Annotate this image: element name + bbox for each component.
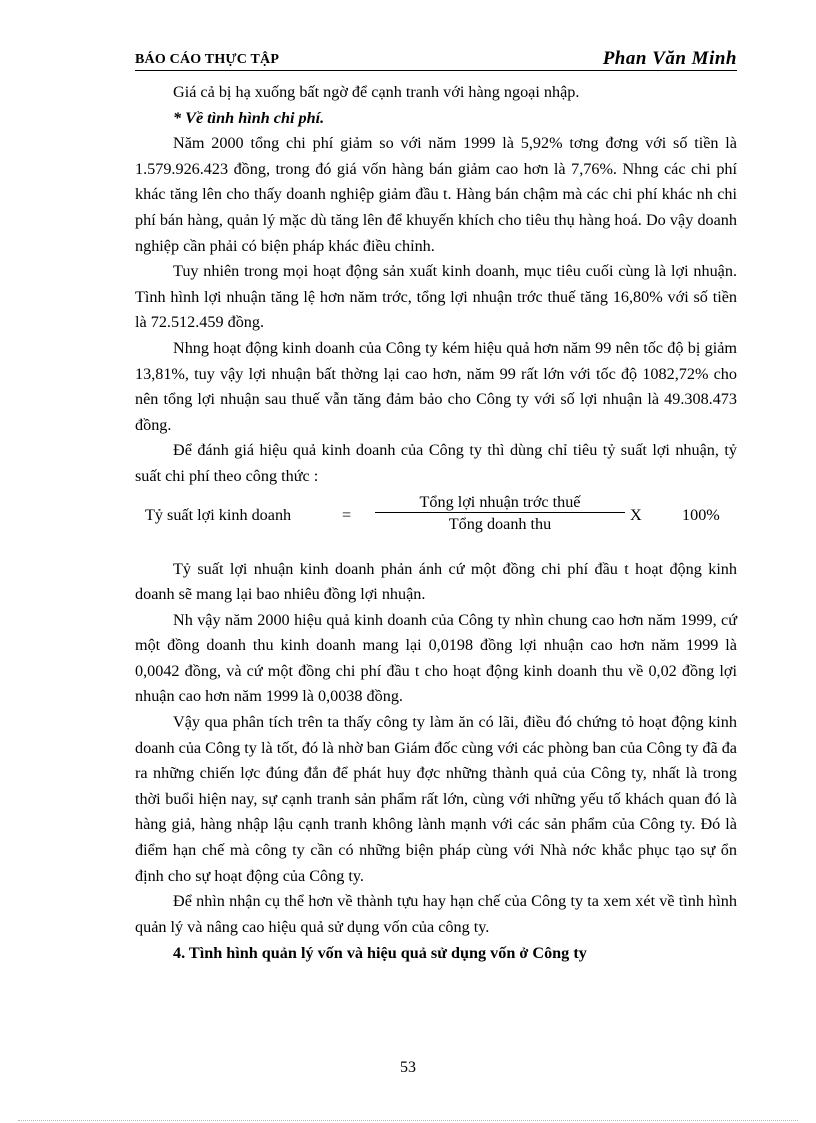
paragraph: Tỷ suất lợi nhuận kinh doanh phản ánh cứ một đồng chi phí đầu t hoạt động kinh doanh sẽ mang lại bao nhiêu đồng lợi nhuận. [135, 559, 737, 604]
document-body [135, 80, 737, 967]
formula-fraction [375, 492, 625, 535]
page-bottom-divider [18, 1120, 798, 1121]
page-header [135, 50, 737, 71]
paragraph: Nh vậy năm 2000 hiệu quả kinh doanh của Công ty nhìn chung cao hơn năm 1999, cứ một đồng doanh thu kinh doanh mang lại 0,0198 đồng lợi nhuận cao hơn năm 1999 là 0,0042 đồng, và cứ một đồng chi phí đầu t cho hoạt động kinh doanh thu về 0,02 đồng lợi nhuận cao hơn năm 1999 là 0,0038 đồng. [135, 610, 737, 706]
formula-percent: 100% [682, 505, 720, 524]
formula-equals: = [342, 505, 352, 524]
paragraph: Vậy qua phân tích trên ta thấy công ty làm ăn có lãi, điều đó chứng tỏ hoạt động kinh doanh của Công ty là tốt, đó là nhờ ban Giám đốc cùng với các phòng ban của Công ty đã đa ra những chiến lợc đúng đắn để phát huy đợc những thành quả của Công ty, nhất là trong thời buổi hiện nay, sự cạnh tranh sản phẩm rất lớn, cùng với những yếu tố khách quan đó là hàng giả, hàng nhập lậu cạnh tranh không lành mạnh với các sản phẩm của Công ty. Đó là điểm hạn chế mà công ty cần có những biện pháp cùng với Nhà nớc khắc phục tạo sự ổn định cho sự hoạt động của Công ty. [135, 713, 737, 885]
report-title: BÁO CÁO THỰC TẬP [135, 52, 280, 67]
paragraph: Nhng hoạt động kinh doanh của Công ty kém hiệu quả hơn năm 99 nên tốc độ bị giảm 13,81%, tuy vậy lợi nhuận bất thờng lại cao hơn, năm 99 rất lớn với tốc độ 1082,72% cho nên tổng lợi nhuận sau thuế vẫn tăng đảm bảo cho Công ty với số lợi nhuận là 49.308.473 đồng. [135, 338, 737, 434]
paragraph: Để nhìn nhận cụ thể hơn về thành tựu hay hạn chế của Công ty ta xem xét về tình hình quản lý và nâng cao hiệu quả sử dụng vốn của công ty. [135, 892, 737, 936]
formula-times: X [630, 505, 642, 524]
subheading-costs: * Về tình hình chi phí. [173, 108, 325, 127]
section-heading: 4. Tình hình quản lý vốn và hiệu quả sử dụng vốn ở Công ty [173, 944, 587, 963]
paragraph: Để đánh giá hiệu quả kinh doanh của Công ty thì dùng chỉ tiêu tỷ suất lợi nhuận, tỷ suất chi phí theo công thức : [135, 441, 737, 485]
formula-numerator: Tổng lợi nhuận trớc thuế [375, 492, 625, 513]
paragraph: Giá cả bị hạ xuống bất ngờ để cạnh tranh với hàng ngoại nhập. [173, 83, 580, 101]
page-number: 53 [400, 1059, 416, 1076]
paragraph: Năm 2000 tổng chi phí giảm so với năm 1999 là 5,92% tơng đơng với số tiền là 1.579.926.423 đồng, trong đó giá vốn hàng bán giảm cao hơn là 7,76%. Nhng các chi phí khác tăng lên cho thấy doanh nghiệp giảm đầu t. Hàng bán chậm mà các chi phí khác nh chi phí bán hàng, quản lý mặc dù tăng lên để khuyến khích cho tiêu thụ hàng hoá. Do vậy doanh nghiệp cần phải có biện pháp khác điều chỉnh. [135, 134, 737, 255]
author-name: Phan Văn Minh [602, 48, 737, 69]
formula-label: Tỷ suất lợi kinh doanh [145, 505, 292, 524]
formula-denominator: Tổng doanh thu [448, 514, 552, 533]
paragraph: Tuy nhiên trong mọi hoạt động sản xuất kinh doanh, mục tiêu cuối cùng là lợi nhuận. Tình hình lợi nhuận tăng lệ hơn năm trớc, tổng lợi nhuận trớc thuế tăng 16,80% với số tiền là 72.512.459 đồng. [135, 262, 737, 332]
profit-ratio-formula [135, 492, 737, 539]
